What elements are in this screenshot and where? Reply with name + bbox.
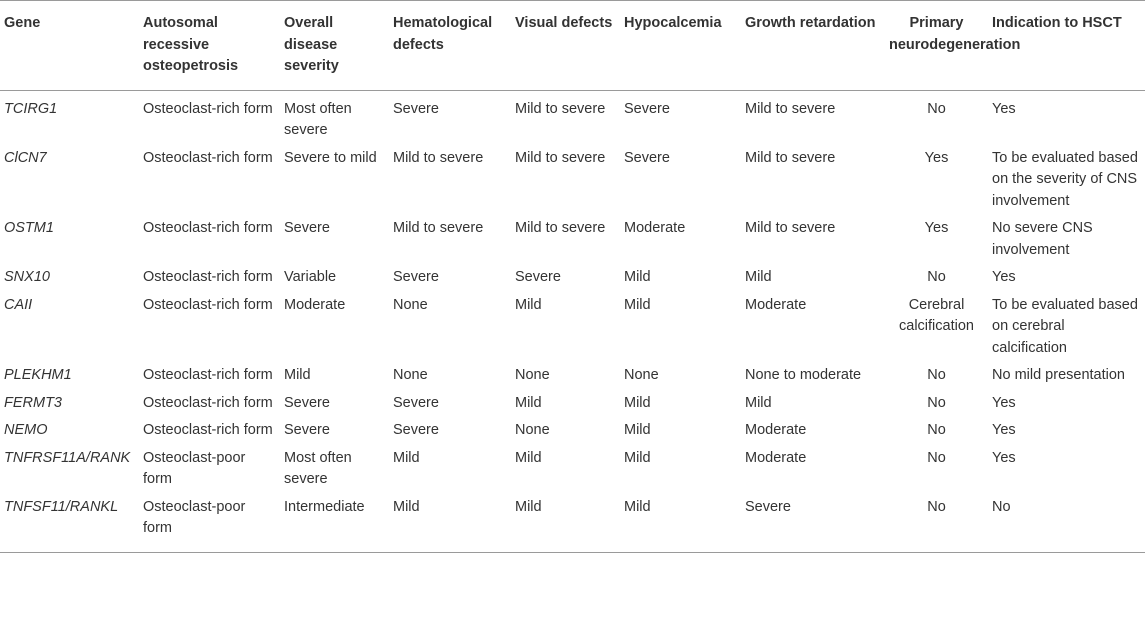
header-cell: Primary neurodegeneration — [889, 15, 1021, 53]
table-cell: Mild — [624, 498, 651, 515]
gene-cell: CAII — [4, 296, 33, 313]
gene-cell: PLEKHM1 — [4, 367, 72, 383]
table-cell: Mild — [393, 498, 420, 515]
table-cell: Osteoclast-rich form — [143, 367, 273, 383]
header-cell: Growth retardation — [745, 15, 876, 31]
table-cell: Severe — [624, 149, 670, 166]
table-cell: Osteoclast-poor form — [143, 498, 246, 536]
table-cell: Mild — [515, 449, 542, 466]
table-cell: Severe — [745, 498, 791, 515]
table-cell: No — [927, 449, 946, 466]
table-cell: No — [992, 498, 1011, 515]
header-cell: Hematological defects — [393, 15, 493, 53]
table-cell: None — [515, 367, 550, 383]
table-cell: Osteoclast-rich form — [143, 100, 273, 117]
header-cell: Gene — [4, 15, 41, 31]
header-cell: Indication to HSCT — [992, 15, 1122, 31]
table-cell: Osteoclast-rich form — [143, 269, 273, 285]
table-cell: Yes — [992, 100, 1016, 117]
table-row — [0, 362, 1145, 390]
table-body — [0, 90, 1145, 552]
table-cell: Yes — [992, 422, 1016, 438]
table-row — [0, 264, 1145, 292]
table-cell: No — [927, 422, 946, 438]
table-cell: Severe — [393, 394, 439, 411]
table-cell: Mild to severe — [515, 149, 606, 166]
table-cell: Mild — [515, 394, 542, 411]
table-cell: Mild — [745, 394, 772, 411]
table-cell: Osteoclast-poor form — [143, 449, 246, 487]
table-cell: Mild to severe — [745, 220, 836, 236]
table-cell: Severe — [284, 394, 330, 411]
table-cell: Yes — [924, 220, 949, 236]
table-cell: Osteoclast-rich form — [143, 422, 273, 438]
table-cell: None to moderate — [745, 367, 862, 383]
header-cell: Overall disease severity — [284, 15, 339, 74]
table-row — [0, 90, 1145, 145]
table-row — [0, 145, 1145, 216]
table-cell: Mild — [515, 296, 542, 313]
table-cell: Yes — [992, 449, 1016, 466]
header-cell: Autosomal recessive osteopetrosis — [143, 15, 239, 74]
table-cell: To be evaluated based on cerebral calcification — [992, 296, 1138, 356]
header-cell: Hypocalcemia — [624, 15, 722, 31]
table-cell: Mild — [624, 394, 651, 411]
table-cell: Mild — [284, 367, 311, 383]
gene-cell: TNFSF11/RANKL — [4, 498, 119, 515]
table-cell: Severe — [393, 422, 439, 438]
table-cell: Mild — [624, 296, 651, 313]
table-cell: Osteoclast-rich form — [143, 296, 273, 313]
table-row — [0, 215, 1145, 264]
table-cell: Osteoclast-rich form — [143, 149, 273, 166]
table-row — [0, 445, 1145, 494]
table-row — [0, 494, 1145, 553]
gene-cell: TCIRG1 — [4, 100, 58, 117]
table-cell: Mild to severe — [515, 220, 606, 236]
table-cell: No — [927, 269, 946, 285]
table-cell: None — [393, 296, 428, 313]
table-cell: Intermediate — [284, 498, 365, 515]
table-cell: Mild — [624, 422, 651, 438]
table-cell: None — [624, 367, 659, 383]
table-cell: Mild to severe — [745, 149, 836, 166]
table-cell: Severe — [284, 422, 330, 438]
table-cell: Mild to severe — [393, 149, 484, 166]
gene-cell: SNX10 — [4, 269, 50, 285]
table-cell: Most often severe — [284, 100, 352, 138]
table-cell: Mild to severe — [515, 100, 606, 117]
table-cell: No — [927, 100, 946, 117]
gene-cell: FERMT3 — [4, 394, 62, 411]
table-cell: Most often severe — [284, 449, 352, 487]
table-cell: No mild presentation — [992, 367, 1125, 383]
table-cell: None — [393, 367, 428, 383]
table-cell: Mild to severe — [393, 220, 484, 236]
table-cell: Yes — [924, 149, 949, 166]
table-cell: To be evaluated based on the severity of CNS involvement — [992, 149, 1138, 209]
gene-cell: TNFRSF11A/RANK — [4, 449, 131, 466]
table-cell: Mild — [624, 449, 651, 466]
gene-cell: NEMO — [4, 422, 48, 438]
table-row — [0, 390, 1145, 418]
header-row — [0, 1, 1145, 91]
table-cell: Severe — [515, 269, 561, 285]
table-row — [0, 292, 1145, 363]
table-cell: No severe CNS involvement — [992, 220, 1093, 258]
table-cell: Moderate — [745, 449, 807, 466]
table-cell: Severe to mild — [284, 149, 377, 166]
gene-cell: ClCN7 — [4, 149, 47, 166]
table-cell: Mild — [624, 269, 651, 285]
table-cell: Severe — [284, 220, 330, 236]
table-cell: Mild — [393, 449, 420, 466]
table-row — [0, 417, 1145, 445]
table-cell: Mild to severe — [745, 100, 836, 117]
table-cell: Osteoclast-rich form — [143, 220, 273, 236]
table-cell: Severe — [393, 100, 439, 117]
table-cell: Osteoclast-rich form — [143, 394, 273, 411]
table-cell: Mild — [745, 269, 772, 285]
table-cell: Severe — [624, 100, 670, 117]
table-cell: Moderate — [745, 296, 807, 313]
header-cell: Visual defects — [515, 15, 613, 31]
table-cell: No — [927, 367, 946, 383]
table-cell: Yes — [992, 269, 1016, 285]
table-cell: No — [927, 498, 946, 515]
table-cell: Mild — [515, 498, 542, 515]
table-cell: Yes — [992, 394, 1016, 411]
gene-cell: OSTM1 — [4, 220, 54, 236]
table-cell: Variable — [284, 269, 337, 285]
table-cell: Cerebral calcification — [899, 296, 974, 334]
table-cell: Moderate — [284, 296, 346, 313]
table-cell: Moderate — [624, 220, 686, 236]
table-cell: Moderate — [745, 422, 807, 438]
table-cell: None — [515, 422, 550, 438]
table-cell: No — [927, 394, 946, 411]
table-cell: Severe — [393, 269, 439, 285]
